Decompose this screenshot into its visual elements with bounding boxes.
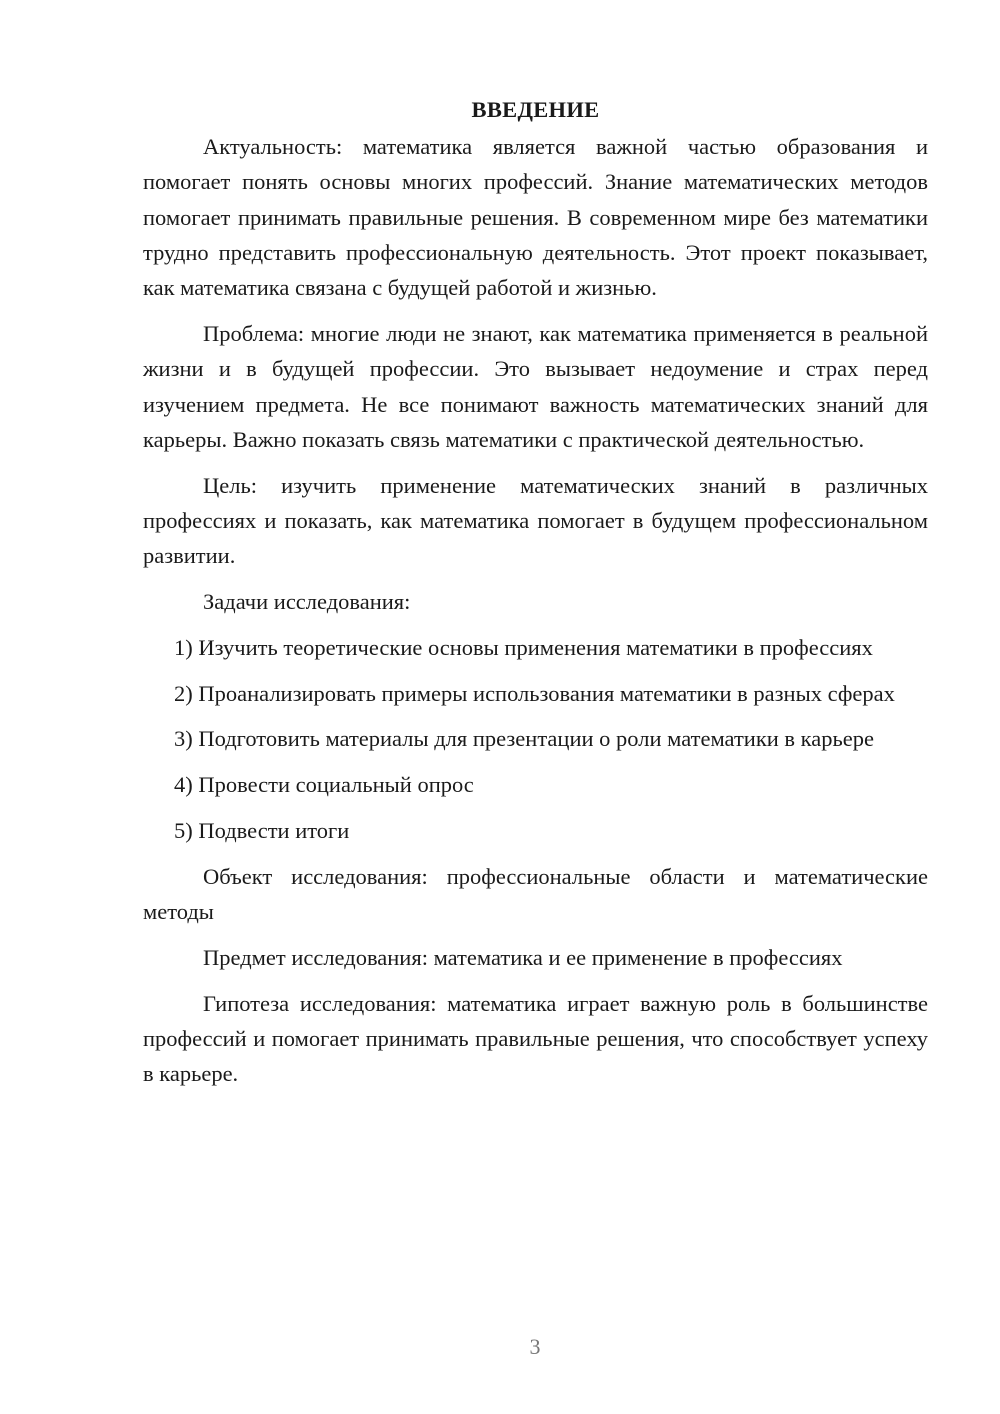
- section-title: ВВЕДЕНИЕ: [471, 97, 600, 122]
- object-paragraph: Объект исследования: профессиональные области и математические методы: [143, 863, 928, 925]
- document-body: [143, 92, 928, 1092]
- tasks-heading: Задачи исследования:: [203, 589, 411, 615]
- problem-paragraph: Проблема: многие люди не знают, как математика применяется в реальной жизни и в будущей профессии. Это вызывает недоумение и страх перед изучением предмета. Не все понимают важность математических знаний для карьеры. Важно показать связь математики с практической деятельностью.: [143, 320, 928, 452]
- task-item-1: 1) Изучить теоретические основы применения математики в профессиях: [174, 634, 873, 660]
- relevance-paragraph: Актуальность: математика является важной частью образования и помогает понять основы многих профессий. Знание математических методов помогает принимать правильные решения. В современном мире без математики трудно представить профессиональную деятельность. Этот проект показывает, как математика связана с будущей работой и жизнью.: [143, 134, 928, 301]
- task-item-3: 3) Подготовить материалы для презентации о роли математики в карьере: [174, 726, 874, 752]
- hypothesis-paragraph: Гипотеза исследования: математика играет важную роль в большинстве профессий и помогает принимать правильные решения, что способствует успеху в карьере.: [143, 990, 928, 1087]
- task-item-5: 5) Подвести итоги: [174, 818, 350, 844]
- task-item-2: 2) Проанализировать примеры использования математики в разных сферах: [174, 680, 895, 706]
- subject-paragraph: Предмет исследования: математика и ее применение в профессиях: [203, 944, 843, 970]
- goal-paragraph: Цель: изучить применение математических знаний в различных профессиях и показать, как математика помогает в будущем профессиональном развитии.: [143, 472, 928, 569]
- page-number: 3: [529, 1334, 541, 1359]
- task-item-4: 4) Провести социальный опрос: [174, 772, 474, 798]
